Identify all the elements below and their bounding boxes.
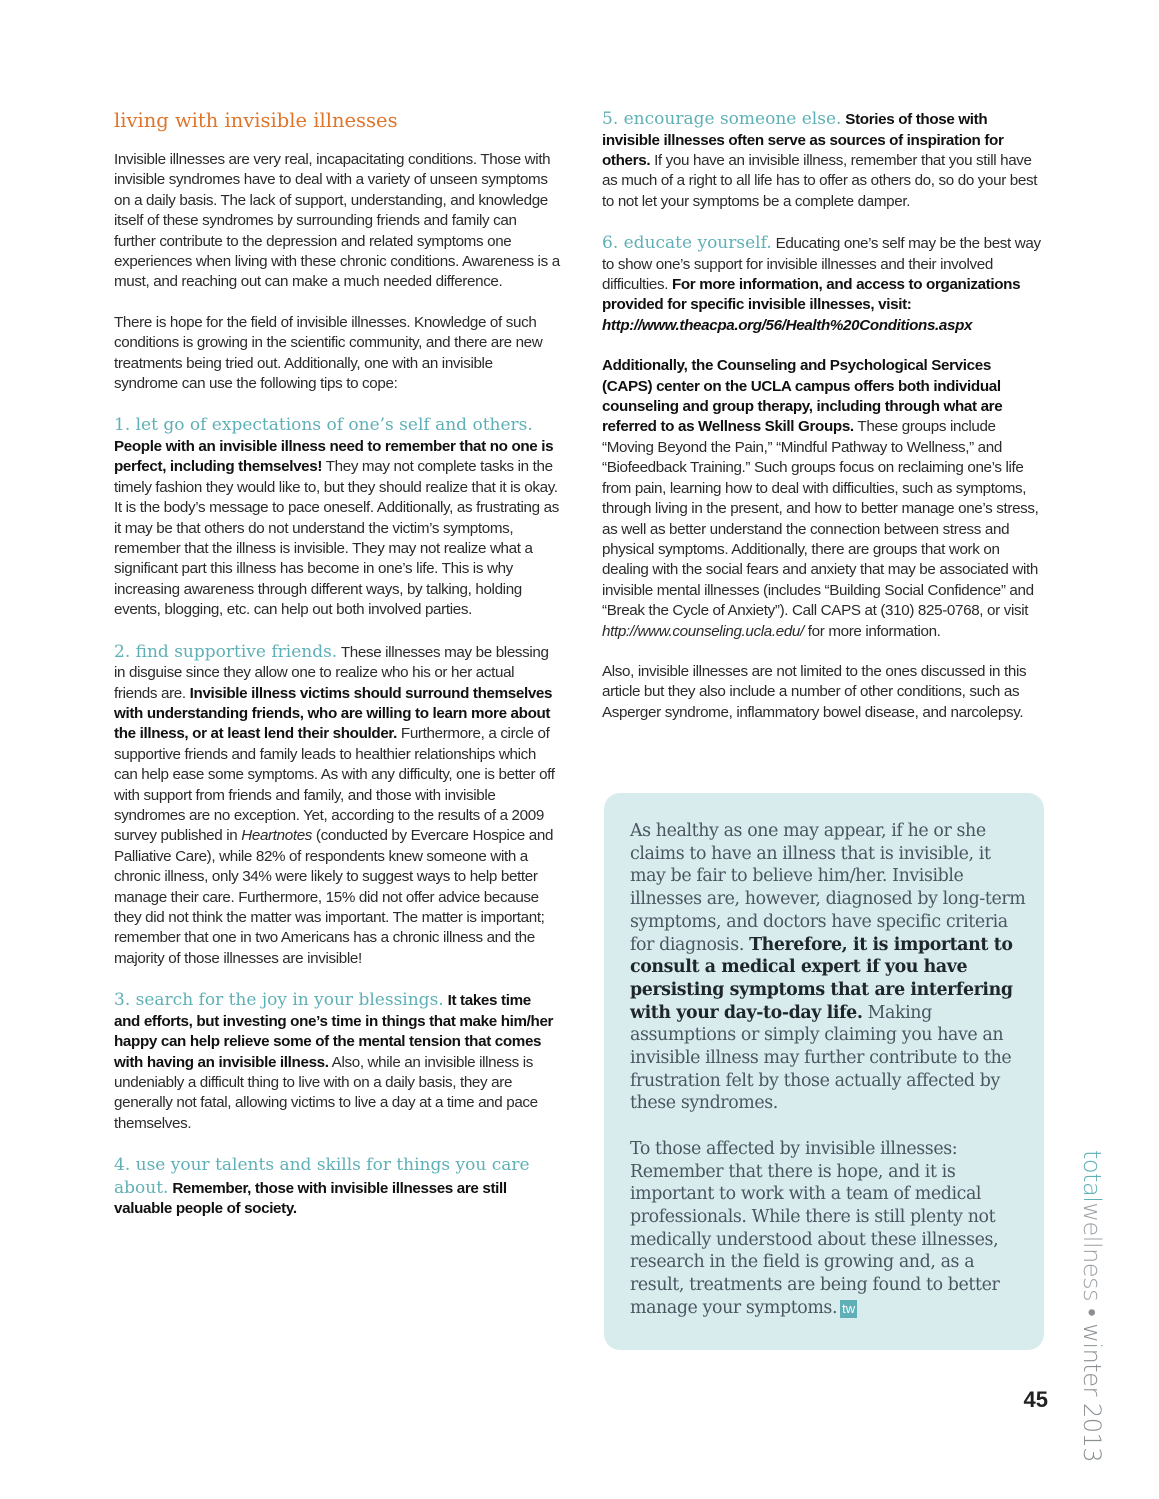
callout-text xyxy=(630,820,1030,1342)
tip-2 xyxy=(114,641,560,970)
caps-paragraph xyxy=(602,356,1044,642)
tip-3-text: Also, while an invisible illness is undeniably a difficult thing to live with on a daily basis, they are generally not fatal, allowing victims to live a day at a time and pace themselves. xyxy=(114,1053,538,1132)
tip-1-heading: 1. let go of expectations of one’s self and others. xyxy=(114,415,533,436)
intro-paragraph-2: There is hope for the field of invisible illnesses. Knowledge of such conditions is growing in the scientific community, and there are new treatments being tried out. Additionally, one with an invisible syndrome can use the following tips to cope: xyxy=(114,313,543,393)
tip-2-text-c: (conducted by Evercare Hospice and Palliative Care), while 82% of respondents knew someone with a chronic illness, only 34% were likely to suggest ways to help better manage their care. Furthermore, 15% did not offer advice because they did not think the matter was important. The matter is important; remember that one in two Americans has a chronic illness and the majority of those illnesses are invisible! xyxy=(114,827,554,967)
tip-1-bold: People with an invisible illness need to remember that no one is perfect, including themselves! xyxy=(114,437,554,476)
tip-1 xyxy=(114,414,560,620)
counseling-link[interactable]: http://www.counseling.ucla.edu/ xyxy=(602,622,804,640)
callout-p2-text: To those affected by invisible illnesses: Remember that there is hope, and it is important to work with a team of medical professionals. While there is still plenty not medically understood about these illnesses, research in the field is growing and, as a result, treatments are being found to better manage your symptoms. xyxy=(630,1138,1000,1318)
caps-bold: Additionally, the Counseling and Psychological Services (CAPS) center on the UCLA campus offers both individual counseling and group therapy, including through what are referred to as Wellness Skill Groups. xyxy=(602,357,1003,436)
tip-5-text: If you have an invisible illness, remember that you still have as much of a right to all life has to offer as others do, so do your best to not let your symptoms be a complete damper. xyxy=(602,151,1038,210)
tip-6-bold: For more information, and access to organizations provided for specific invisible illnesses, visit: xyxy=(602,276,1021,314)
caps-text-end: for more information. xyxy=(807,622,941,640)
acpa-link[interactable]: http://www.theacpa.org/56/Health%20Conditions.aspx xyxy=(602,316,973,334)
tip-2-heading: 2. find supportive friends. xyxy=(114,641,338,662)
tip-3-bold: It takes time and efforts, but investing one’s time in things that make him/her happy can help relieve some of the mental tension that comes with having an invisible illness. xyxy=(114,992,554,1071)
brand-total: total xyxy=(1078,1150,1106,1203)
tip-1-text: They may not complete tasks in the timely fashion they would like to, but they should realize that it is okay. It is the body’s message to pace oneself. Additionally, as frustrating as it may be that others do not understand the victim’s symptoms, remember that the illness is invisible. They may not realize what a significant part this illness has become in one’s life. This is why increasing awareness through different ways, by talking, holding events, blogging, etc. can help out both involved parties. xyxy=(114,458,559,619)
callout-box xyxy=(604,793,1044,1350)
caps-text: These groups include “Moving Beyond the Pain,” “Mindful Pathway to Wellness,” and “Biofeedback Training.” Such groups focus on reclaiming one’s life from pain, learning how to deal with difficulties, such as symptoms, through living in the present, and how to better manage one’s stress, as well as better understand the connection between stress and physical symptoms. Additionally, there are groups that work on dealing with the social fears and anxiety that may be associated with invisible mental illnesses (includes “Building Social Confidence” and “Break the Cycle of Anxiety”). Call CAPS at (310) 825-0768, or visit xyxy=(602,418,1039,620)
article-title: living with invisible illnesses xyxy=(114,109,398,132)
callout-text-b: Making assumptions or simply claiming you have an invisible illness may further contribute to the frustration felt by those actually affected by these syndromes. xyxy=(630,1002,1012,1114)
tip-6 xyxy=(602,232,1044,336)
callout-text-a: As healthy as one may appear, if he or she claims to have an illness that is invisible, it may be fair to believe him/her. Invisible illnesses are, however, diagnosed by long-term symptoms, and doctors have specific criteria for diagnosis. xyxy=(630,821,1026,955)
brand-wellness: wellness xyxy=(1078,1202,1106,1302)
right-column xyxy=(602,108,1044,743)
callout-paragraph-2 xyxy=(630,1138,1030,1320)
tip-4-bold: Remember, those with invisible illnesses are still valuable people of society. xyxy=(114,1179,507,1218)
tip-2-italic: Heartnotes xyxy=(241,827,313,845)
tip-3 xyxy=(114,989,560,1134)
callout-bold: Therefore, it is important to consult a medical expert if you have persisting symptoms that are interfering with your day-to-day life. xyxy=(630,934,1013,1023)
intro-paragraph-1: Invisible illnesses are very real, incapacitating conditions. Those with invisible syndromes have to deal with a variety of unseen symptoms on a daily basis. The lack of support, understanding, and knowledge itself of these syndromes by surrounding friends and family can further contribute to the depression and related symptoms one experiences when living with these chronic conditions. Awareness is a must, and reaching out can make a much needed difference. xyxy=(114,151,560,291)
tip-5-heading: 5. encourage someone else. xyxy=(602,109,842,129)
tw-badge: tw xyxy=(842,1300,856,1316)
tip-3-heading: 3. search for the joy in your blessings. xyxy=(114,990,444,1011)
page-number: 45 xyxy=(1023,1387,1048,1412)
tip-4 xyxy=(114,1154,560,1219)
tip-2-text-a: These illnesses may be blessing in disguise since they allow one to realize who his or her actual friends are. xyxy=(114,643,549,702)
tip-2-text-b: Furthermore, a circle of supportive friends and family leads to healthier relationships which can help ease some symptoms. As with any difficulty, one is better off with support from friends and family, and those with invisible syndromes are no exception. Yet, according to the results of a 2009 survey published in xyxy=(114,725,555,845)
closing-paragraph: Also, invisible illnesses are not limited to the ones discussed in this article but they also include a number of other conditions, such as Asperger syndrome, inflammatory bowel disease, and narcolepsy. xyxy=(602,662,1027,721)
tip-5-bold: Stories of those with invisible illnesses often serve as sources of inspiration for others. xyxy=(602,111,1004,169)
tip-6-heading: 6. educate yourself. xyxy=(602,233,772,254)
left-column xyxy=(114,108,560,1240)
tip-5 xyxy=(602,108,1044,212)
tip-4-heading: 4. use your talents and skills for things you care about. xyxy=(114,1155,530,1198)
magazine-sidebar-label xyxy=(1074,1150,1110,1463)
callout-paragraph-1 xyxy=(630,820,1030,1115)
issue-label: winter 2013 xyxy=(1078,1323,1106,1463)
tip-6-text: Educating one’s self may be the best way to show one’s support for invisible illnesses and their involved difficulties. xyxy=(602,235,1041,294)
tip-2-bold: Invisible illness victims should surround themselves with understanding friends, who are willing to learn more about the illness, or at least lend their shoulder. xyxy=(114,684,553,743)
brand-separator: • xyxy=(1078,1301,1106,1324)
